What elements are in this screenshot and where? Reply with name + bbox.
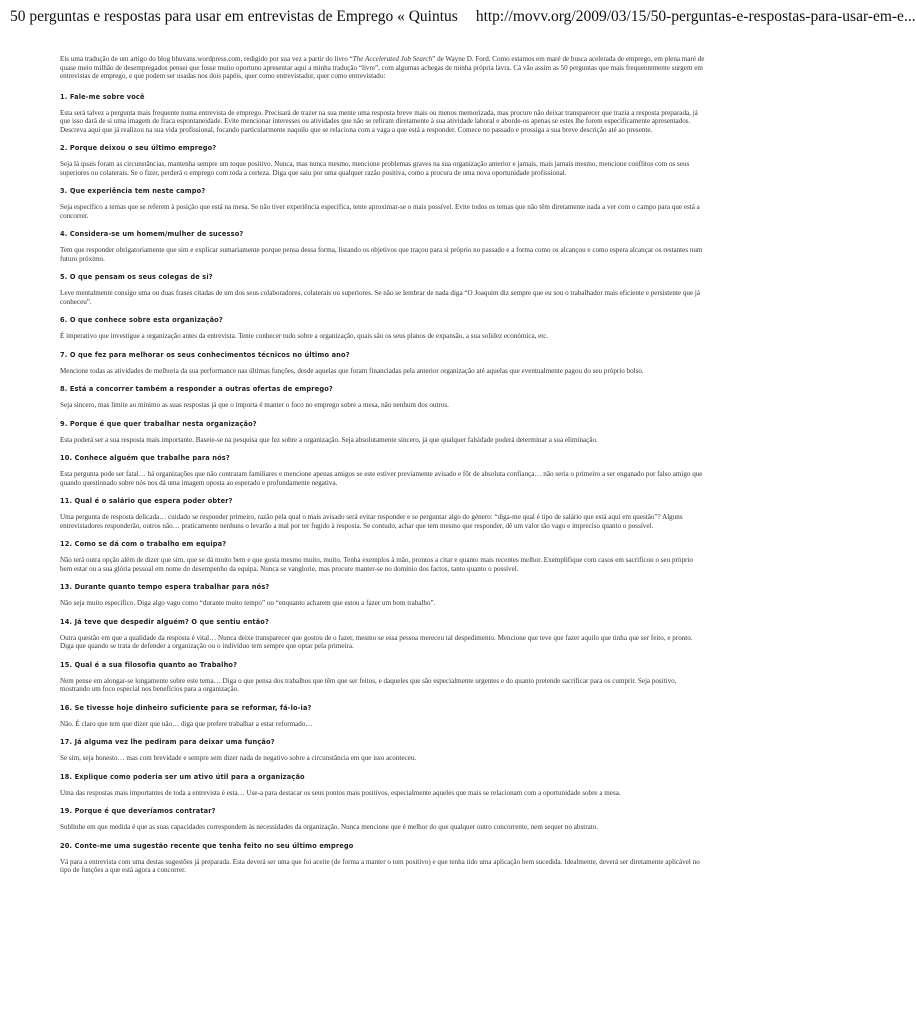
question-heading: 8. Está a concorrer também a responder a outras ofertas de emprego?: [60, 385, 333, 393]
page-header: [0, 0, 916, 34]
question-heading: 19. Porque é que deveríamos contratar?: [60, 807, 216, 815]
answer-paragraph: Esta pergunta pode ser fatal… há organizações que não contratam familiares e mencione apenas amigos se este estiver previamente avisado e fôr de absoluta confiança… não seria o primeiro a ser enganado por falso amigo que quando questionado sobre nós nos dá uma imagem oposta ao esperado e profundamente negativa.: [60, 470, 703, 487]
question-heading: 7. O que fez para melhorar os seus conhecimentos técnicos no último ano?: [60, 350, 350, 359]
intro-text-before: Eis uma tradução de um artigo do blog bhuvans.wordpress.com, redigido por sua vez a partir do livro “: [60, 55, 353, 63]
answer-paragraph: Mencione todas as atividades de melhoria da sua performance nas últimas funções, desde aquelas que foram financiadas pela anterior organização até aquelas que eventualmente pagou do seu próprio bolso.: [60, 366, 644, 375]
question-heading: 11. Qual é o salário que espera poder obter?: [60, 497, 233, 505]
question-heading: 9. Porque é que quer trabalhar nesta organização?: [60, 419, 257, 428]
answer-paragraph: É imperativo que investigue a organização antes da entrevista. Tente conhecer tudo sobre a organização, quais são os seus planos de expansão, a sua solidez económica, etc.: [60, 332, 549, 340]
answer-paragraph: Uma pergunta de resposta delicada… cuidado se responder primeiro, razão pela qual o mais avisado será evitar responder e se perguntar algo do género: “diga-me qual é tipo de salário que está aqui em questão”? Alguns entrevistadores responderão, outros não… praticamente nenhuns o levarão a mal por ter fugido à resposta. Se contudo, achar que tem mesmo que responder, dê um valor tão vago e impreciso quanto o possível.: [60, 513, 683, 530]
question-heading: 17. Já alguma vez lhe pediram para deixar uma função?: [60, 738, 275, 746]
answer-paragraph: Tem que responder obrigatoriamente que sim e explicar sumariamente porque pensa dessa forma, listando os objetivos que traçou para si próprio no passado e a forma como os alcançou e como espera alcançar os restantes num futuro próximo.: [60, 246, 703, 263]
book-title: The Accelerated Job Search: [352, 55, 433, 63]
answer-paragraph: Outra questão em que a qualidade da resposta é vital… Nunca deixe transparecer que gostou de o fazer, mesmo se essa pessoa mereceu tal despedimento. Mencione que teve que fazer aquilo que tinha que ser feito, e pronto. Diga que quando se trata de defender a organização ou o indivíduo tem sempre que optar pela primeira.: [60, 633, 693, 650]
question-heading: 4. Considera-se um homem/mulher de sucesso?: [60, 230, 244, 238]
question-heading: 3. Que experiência tem neste campo?: [60, 187, 206, 195]
question-heading: 14. Já teve que despedir alguém? O que sentiu então?: [60, 617, 269, 626]
question-heading: 20. Conte-me uma sugestão recente que tenha feito no seu último emprego: [60, 841, 354, 850]
answer-paragraph: Seja específico a temas que se referem à posição que está na mesa. Se não tiver experiência específica, tente aproximar-se o mais possível. Evite todos os temas que não têm diretamente nada a ver com o campo para que está a concorrer.: [60, 203, 700, 220]
page-footer: [0, 1014, 768, 1024]
answer-paragraph: Não seja muito específico. Diga algo vago como “durante muito tempo” ou “enquanto acharem que estou a fazer um bom trabalho”.: [60, 599, 436, 607]
intro-paragraph: [60, 55, 705, 81]
question-heading: 5. O que pensam os seus colegas de si?: [60, 273, 213, 281]
answer-paragraph: Esta poderá ser a sua resposta mais importante. Baseie-se na pesquisa que fez sobre a organização. Seja absolutamente sincero, já que qualquer falsidade poderá determinar a sua eliminação.: [60, 435, 598, 444]
answer-paragraph: Não. É claro que tem que dizer que não… diga que prefere trabalhar a estar reformado…: [60, 719, 313, 728]
page-url[interactable]: http://movv.org/2009/03/15/50-perguntas-e-respostas-para-usar-em-e...: [475, 8, 916, 25]
answer-paragraph: Leve mentalmente consigo uma ou duas frases citadas de um dos seus colaboradores, colaterais ou superiores. Se não se lembrar de nada diga “O Joaquim diz sempre que eu sou o trabalhador mais eficiente e persistente que já conheceu”.: [60, 289, 700, 306]
question-heading: 1. Fale-me sobre você: [60, 92, 145, 101]
answer-paragraph: Seja lá quais foram as circunstâncias, mantenha sempre um toque positivo. Nunca, mas nunca mesmo, mencione problemas graves na sua organização anterior e jamais, mais jamais mesmo, mencione conflitos com os seus superiores ou colaterais. Se o fizer, perderá o emprego com toda a certeza. Diga que saiu por uma qualquer razão positiva, como a procura de uma nova oportunidade profissional.: [60, 160, 690, 177]
intro-text-after: ” de Wayne D. Ford. Como estamos em maré de busca acelerada de emprego, em plena maré de quase meio milhão de desempregados pensei que fosse muito oportuno apresentar aqui a minha tradução “livre”, com algumas achegas de minha própria lavra. Cá vão assim as 50 perguntas que mais frequentemente surgem em entrevistas de emprego, e que podem ser usadas nos dois papéis, quer como entrevistador, quer como entrevistado:: [60, 55, 705, 80]
question-heading: 13. Durante quanto tempo espera trabalhar para nós?: [60, 583, 270, 591]
answer-paragraph: Uma das respostas mais importantes de toda a entrevista é esta… Use-a para destacar os seus pontos mais positivos, especialmente aqueles que mais se relacionam com a oportunidade sobre a mesa.: [60, 788, 621, 797]
article-body: [60, 55, 705, 885]
answer-paragraph: Seja sincero, mas limite ao mínimo as suas respostas já que o importa é manter o foco no emprego sobre a mesa, não nenhum dos outros.: [60, 401, 449, 409]
page-title: 50 perguntas e respostas para usar em entrevistas de Emprego « Quintus: [10, 8, 458, 25]
answer-paragraph: Esta será talvez a pergunta mais frequente numa entrevista de emprego. Precisará de trazer na sua mente uma resposta breve mais ou menos memorizada, mas procure não deixar transparecer que trazia a resposta preparada, já que isso dará de si uma imagem de fraca espontaneidade. Evite mencionar interesses ou atividades que não se refiram diretamente à sua atividade laboral e aborde-os apenas se estes lhe forem especificamente apresentados. Descreva aqui que já realizou na sua vida profissional, focando particularmente naquilo que se relaciona com a vaga a que está a responder. Comece no passado e prossiga a sua breve descrição até ao presente.: [60, 108, 698, 134]
answer-paragraph: Sublinhe em que medida é que as suas capacidades correspondem às necessidades da organização. Nunca mencione que é melhor do que qualquer outro concorrente, nem sequer no abstrato.: [60, 823, 599, 831]
answer-paragraph: Não terá outra opção além de dizer que sim, que se dá muito bem e que gosta mesmo muito, muito. Tenha exemplos à mão, prontos a citar e quanto mais recentes melhor. Exemplifique com casos em sacrificou o seu próprio bem estar ou a sua glória pessoal em nome do desempenho da equipa. Nunca se vanglorie, mas procure manter-se no domínio dos factos, tanto quanto o possível.: [60, 556, 693, 573]
answer-paragraph: Se sim, seja honesto… mas com brevidade e sempre sem dizer nada de negativo sobre a circunstância em que isso aconteceu.: [60, 754, 417, 762]
answer-paragraph: Nem pense em alongar-se longamente sobre este tema… Diga o que pensa dos trabalhos que têm que ser feitos, e daqueles que são especialmente urgentes e do quanto pretende sacrificar para os cumprir. Seja positivo, mostrando um foco especial nos benefícios para a organização.: [60, 676, 677, 693]
question-heading: 2. Porque deixou o seu último emprego?: [60, 144, 217, 152]
question-heading: 16. Se tivesse hoje dinheiro suficiente para se reformar, fá-lo-ia?: [60, 703, 312, 712]
question-heading: 15. Qual é a sua filosofia quanto ao Trabalho?: [60, 660, 238, 669]
question-heading: 18. Explique como poderia ser um ativo útil para a organização: [60, 772, 305, 781]
question-heading: 10. Conhece alguém que trabalhe para nós?: [60, 454, 230, 462]
question-heading: 12. Como se dá com o trabalho em equipa?: [60, 540, 227, 548]
question-heading: 6. O que conhece sobre esta organização?: [60, 316, 223, 324]
answer-paragraph: Vá para a entrevista com uma destas sugestões já preparada. Esta deverá ser uma que foi aceite (de forma a manter o tom positivo) e que tenha tido uma aplicação bem sucedida. Idealmente, deverá ser diretamente aplicável no tipo de funções a que está agora a concorrer.: [60, 857, 700, 874]
